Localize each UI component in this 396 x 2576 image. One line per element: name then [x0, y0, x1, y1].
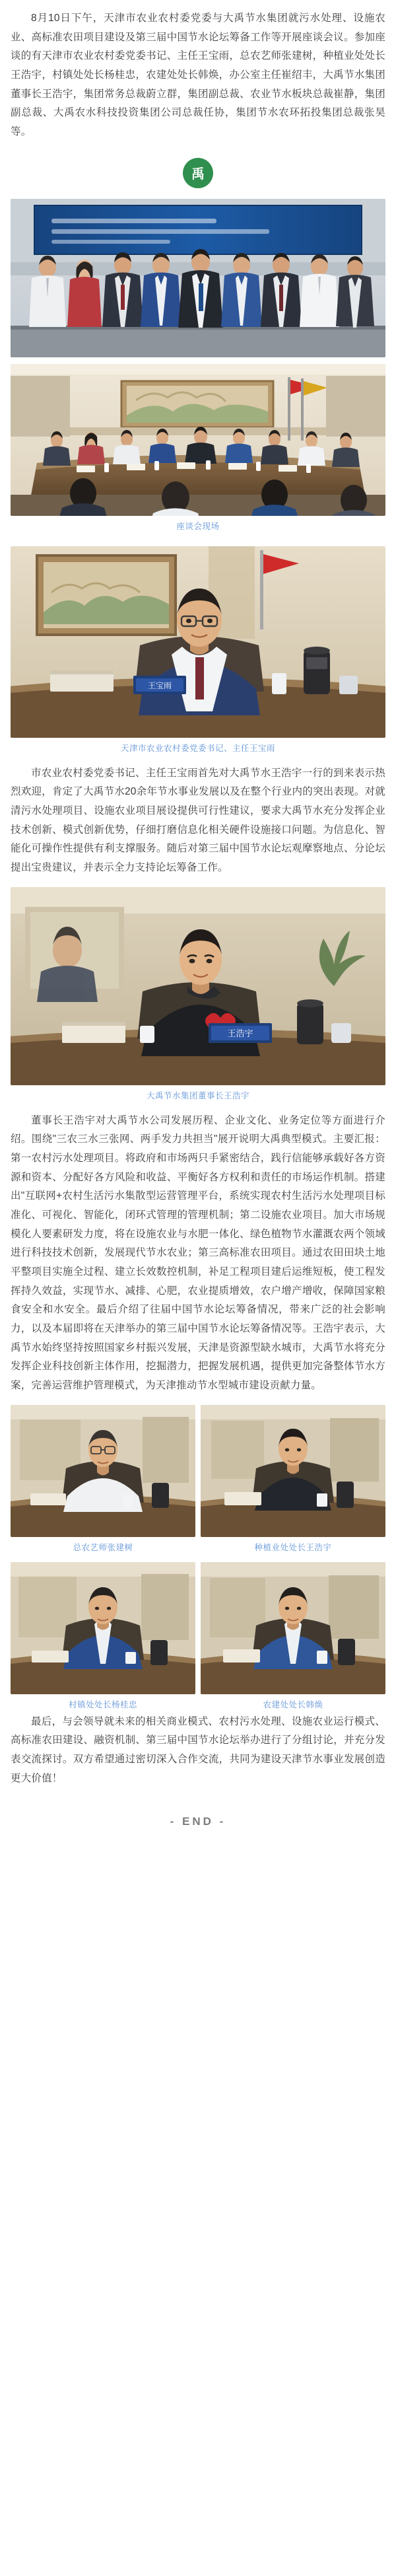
caption-yang-guizhong: 村镇处处长杨桂忠 [68, 1699, 137, 1709]
photo-meeting-room-block [11, 364, 385, 540]
photo-wang-baoyu-image [11, 546, 385, 738]
photo-han-huan [201, 1562, 385, 1694]
photo-pair-row-2 [11, 1562, 385, 1713]
photo-meeting-room-image [11, 364, 385, 516]
photo-wang-haoyu2-image [201, 1405, 385, 1537]
caption-han-huan: 农建处处长韩焕 [263, 1699, 323, 1709]
photo-group-standing-image [11, 199, 385, 357]
photo-wang-haoyu2 [201, 1405, 385, 1537]
photo-pair-row-1 [11, 1405, 385, 1556]
caption-wang-haoyu: 大禹节水集团董事长王浩宇 [146, 1091, 249, 1100]
caption-wang-baoyu: 天津市农业农村委党委书记、主任王宝雨 [120, 743, 275, 753]
paragraph-2: 市农业农村委党委书记、主任王宝雨首先对大禹节水王浩宇一行的到来表示热烈欢迎，肯定了大禹节水20余年节水事业发展以及在整个行业内的突出表现。对就清污水处理项目、设施农业项目展设提供可行性建议，要求大禹节水充分发挥企业技术创新、模式创新优势，仔细打磨信息化相关硬件设施接口问题。为信息化、智能化可操作性提供有利支撑服务。随后对第三届中国节水论坛观摩察地点、分论坛提出宝贵建议，并表示全力支持论坛筹备工作。 [11, 767, 385, 874]
photo-han-huan-block [201, 1562, 385, 1713]
photo-group-standing-block [11, 199, 385, 357]
photo-han-huan-image [201, 1562, 385, 1694]
brand-logo-divider [11, 151, 385, 192]
svg-text:王宝雨: 王宝雨 [147, 680, 172, 690]
photo-wang-haoyu-block [11, 887, 385, 1109]
photo-yang-guizhong-block [11, 1562, 195, 1713]
svg-text:王浩宇: 王浩宇 [227, 1028, 253, 1039]
photo-yang-guizhong [11, 1562, 195, 1694]
photo-wang-baoyu-block [11, 546, 385, 762]
paragraph-3: 董事长王浩宇对大禹节水公司发展历程、企业文化、业务定位等方面进行介绍。围绕"三农三水三张网、两手发力共担当"展开说明大禹典型模式。主要汇报：第一农村污水处理项目。将政府和市场两只手紧密结合，践行信能够承载好各方资源和资本、分配好各方风险和收益、平衡好各方权利和责任的市场运作机制。搭建出"互联网+农村生活污水集散型运营管理平台，系统实现农村生活污水处理项目标准化、可视化、智能化，闭环式管理的管理机制；第二设施农业项目。加大市场规模化人要素研发力度，将在设施农业与水肥一体化、绿色植物节水灌溉农两个领域进行科技技术创新，发展现代节水农业；第三高标准农田项目。通过农田田块土地平整项目实施全过程、建立长效数控机制，补足工程项目建后运维短板，使工程发挥持久效益，实现节水、减排、心肥，农业提质增效，农户增产增收，保障国家粮食安全和水安全。最后介绍了往届中国节水论坛筹备情况，带来广泛的社会影响力，以及本届即将在天津举办的第三届中国节水论坛筹备情况等。王浩宇表示，大禹节水始终坚持按照国家乡村振兴发展，天津是资源型缺水城市，大禹节水将充分发挥企业科技创新主体作用，挖掘潜力，把握发展机遇，提供更加完备整体节水方案，完善运营维护管理模式，为天津推动节水型城市建设贡献力量。 [11, 1114, 385, 1392]
photo-wang-haoyu [11, 887, 385, 1085]
photo-zhang-jianshu [11, 1405, 195, 1537]
company-logo: 禹 [183, 158, 213, 188]
caption-zhang-jianshu: 总农艺师张建树 [73, 1542, 133, 1552]
photo-zhang-jianshu-image [11, 1405, 195, 1537]
photo-zhang-jianshu-block [11, 1405, 195, 1556]
paragraph-1: 8月10日下午，天津市农业农村委党委与大禹节水集团就污水处理、设施农业、高标准农田项目建设及第三届中国节水论坛筹备工作等开展座谈会议。参加座谈的有天津市农业农村委党委书记、主任王宝雨，总农艺师张建树，种植业处处长王浩宇，村镇处处长杨桂忠，农建处处长韩焕，办公室主任崔绍丰，大禹节水集团董事长王浩宇，集团常务总裁蔚立群，集团副总裁、农业节水板块总裁崔静，集团副总裁、大禹农水科技投资集团公司总裁任协，集团节水农环拓投集团总裁张昊等。 [11, 13, 385, 138]
photo-group-standing [11, 199, 385, 357]
photo-wang-haoyu2-block [201, 1405, 385, 1556]
caption-meeting-scene: 座谈会现场 [176, 521, 220, 531]
photo-wang-baoyu [11, 546, 385, 738]
photo-yang-guizhong-image [11, 1562, 195, 1694]
photo-meeting-room [11, 364, 385, 516]
end-mark: - END - [170, 1814, 226, 1828]
photo-wang-haoyu-image [11, 887, 385, 1085]
paragraph-4: 最后，与会领导就未来的相关商业模式、农村污水处理、设施农业运行模式、高标准农田建设、融资机制、第三届中国节水论坛举办进行了分组讨论，并充分发表交流探讨。双方希望通过密切深入合作交流，共同为建设天津节水事业发展创造更大价值！ [11, 1715, 385, 1784]
caption-wang-haoyu2: 种植业处处长王浩宇 [254, 1542, 332, 1552]
